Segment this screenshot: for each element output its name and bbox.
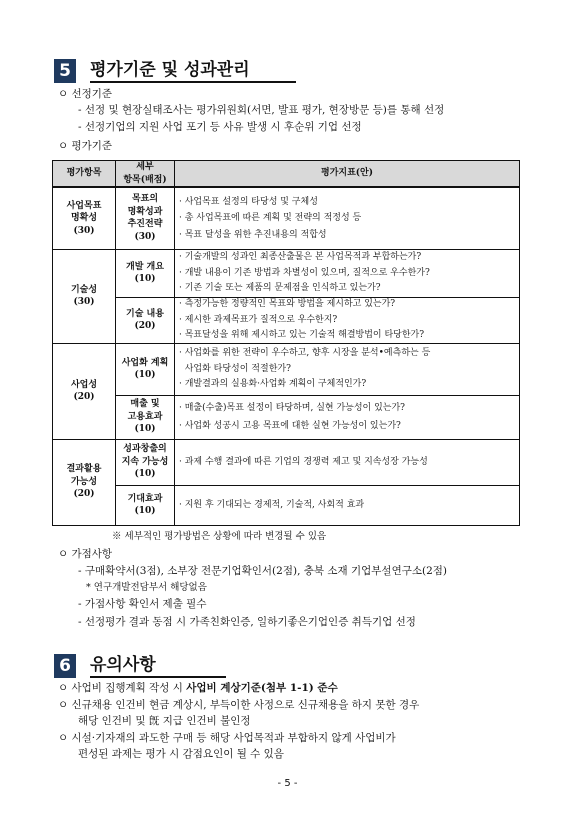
indicator-cell: · 사업화를 위한 전략이 우수하고, 향후 시장을 분석•예측하는 등 사업화 타당성이 적절한가? · 개발결과의 실용화·사업화 계획이 구체적인가? xyxy=(175,343,520,395)
section-5-heading xyxy=(54,55,296,83)
section-number: 6 xyxy=(54,654,76,678)
header-indicator: 평가지표(안) xyxy=(175,161,520,188)
table-row xyxy=(53,249,520,297)
bonus-line-3: - 선정평가 결과 동점 시 가족친화인증, 일하기좋은기업인증 취득기업 선정 xyxy=(78,616,416,628)
bonus-heading: ㅇ 가점사항 xyxy=(58,548,113,560)
selection-line-1: - 선정 및 현장실태조사는 평가위원회(서면, 발표 평가, 현장방문 등)를 통해 선정 xyxy=(78,104,445,116)
bonus-sub-note: * 연구개발전담부서 해당없음 xyxy=(86,582,207,593)
evaluation-criteria-table xyxy=(52,160,520,526)
table-note: ※ 세부적인 평가방법은 상황에 따라 변경될 수 있음 xyxy=(112,531,327,542)
area-cell: 기술성 (30) xyxy=(53,249,116,343)
table-row xyxy=(53,439,520,485)
item-cell: 사업화 계획 (10) xyxy=(116,343,175,395)
table-header-row xyxy=(53,161,520,188)
table-row xyxy=(53,297,520,343)
table-row xyxy=(53,395,520,439)
area-cell: 사업목표 명확성 (30) xyxy=(53,187,116,249)
bonus-line-1: - 구매확약서(3점), 소부장 전문기업확인서(2점), 충북 소재 기업부설연구소(2점) xyxy=(78,565,448,577)
item-cell: 매출 및 고용효과 (10) xyxy=(116,395,175,439)
notice-1: ㅇ 사업비 집행계획 작성 시 사업비 계상기준(첨부 1-1) 준수 xyxy=(58,682,338,694)
notice-2-line-2: 해당 인건비 및 旣 지급 인건비 불인정 xyxy=(78,715,251,727)
item-cell: 성과창출의 지속 가능성 (10) xyxy=(116,439,175,485)
header-area: 평가항목 xyxy=(53,161,116,188)
section-title: 유의사항 xyxy=(90,650,226,678)
indicator-cell: · 매출(수출)목표 설정이 타당하며, 실현 가능성이 있는가? · 사업화 성공시 고용 목표에 대한 실현 가능성이 있는가? xyxy=(175,395,520,439)
notice-2-line-1: ㅇ 신규채용 인건비 현금 계상시, 부득이한 사정으로 신규채용을 하지 못한 경우 xyxy=(58,699,420,711)
item-cell: 기술 내용 (20) xyxy=(116,297,175,343)
area-cell: 사업성 (20) xyxy=(53,343,116,439)
item-cell: 목표의 명확성과 추진전략 (30) xyxy=(116,187,175,249)
table-row xyxy=(53,343,520,395)
section-6-heading xyxy=(54,650,226,678)
notice-3-line-1: ㅇ 시설·기자재의 과도한 구매 등 해당 사업목적과 부합하지 않게 사업비가 xyxy=(58,732,396,744)
indicator-cell: · 기술개발의 성과인 최종산출물은 본 사업목적과 부합하는가? · 개발 내용이 기존 방법과 차별성이 있으며, 질적으로 우수한가? · 기존 기술 또는 제품의 문제점을 인식하고 있는가? xyxy=(175,249,520,297)
notice-3-line-2: 편성된 과제는 평가 시 감점요인이 될 수 있음 xyxy=(78,748,284,760)
indicator-cell: · 과제 수행 결과에 따른 기업의 경쟁력 제고 및 지속성장 가능성 xyxy=(175,439,520,485)
item-cell: 개발 개요 (10) xyxy=(116,249,175,297)
section-number: 5 xyxy=(54,59,76,83)
page-number: - 5 - xyxy=(277,778,298,789)
table-row xyxy=(53,485,520,525)
area-cell: 결과활용 가능성 (20) xyxy=(53,439,116,525)
indicator-cell: · 지원 후 기대되는 경제적, 기술적, 사회적 효과 xyxy=(175,485,520,525)
section-title: 평가기준 및 성과관리 xyxy=(90,55,296,83)
criteria-heading: ㅇ 평가기준 xyxy=(58,140,113,152)
item-cell: 기대효과 (10) xyxy=(116,485,175,525)
selection-heading: ㅇ 선정기준 xyxy=(58,88,113,100)
bonus-line-2: - 가점사항 확인서 제출 필수 xyxy=(78,598,207,610)
header-item: 세부 항목(배점) xyxy=(116,161,175,188)
selection-line-2: - 선정기업의 지원 사업 포기 등 사유 발생 시 후순위 기업 선정 xyxy=(78,121,362,133)
notice-1-emphasis: 사업비 계상기준(첨부 1-1) 준수 xyxy=(186,682,338,694)
indicator-cell: · 사업목표 설정의 타당성 및 구체성 · 총 사업목표에 따른 계획 및 전략의 적정성 등 · 목표 달성을 위한 추진내용의 적합성 xyxy=(175,187,520,249)
indicator-cell: · 측정가능한 정량적인 목표와 방법을 제시하고 있는가? · 제시한 과제목표가 질적으로 우수한지? · 목표달성을 위해 제시하고 있는 기술적 해결방법이 타당한가? xyxy=(175,297,520,343)
table-row xyxy=(53,187,520,249)
